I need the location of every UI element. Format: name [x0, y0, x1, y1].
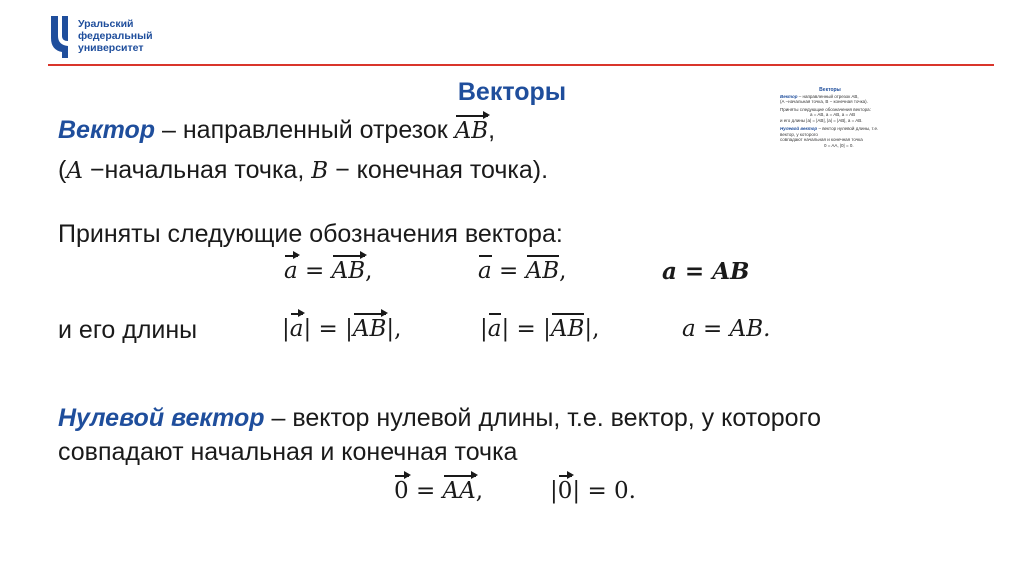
- vector-a: a: [289, 316, 304, 342]
- comma: ,: [475, 478, 484, 504]
- points-description: [58, 156, 548, 185]
- vector-definition: [58, 116, 495, 145]
- logo-line-3: университет: [78, 42, 144, 54]
- zero-vector-definition: [58, 404, 821, 433]
- thumbnail-term: Вектор: [780, 93, 798, 99]
- logo-line-2: федеральный: [78, 30, 153, 42]
- paren-open: (: [58, 156, 67, 184]
- thumbnail-zero-term: Нулевой вектор: [780, 126, 818, 131]
- zero-formula-1: [394, 478, 483, 504]
- bar-ab: AB: [525, 258, 560, 284]
- vector-aa: AA: [442, 478, 476, 504]
- abs-close-zero: | = 0.: [572, 478, 636, 504]
- zero-vector: 0: [557, 478, 573, 504]
- bar-a: a: [478, 258, 492, 284]
- thumbnail-line-6: [780, 126, 880, 137]
- vector-term: Вектор: [58, 116, 156, 144]
- bar-a: a: [487, 316, 502, 342]
- zero-vector-term: Нулевой вектор: [58, 404, 265, 432]
- thumbnail-title: Векторы: [819, 87, 841, 93]
- university-logo: [48, 14, 218, 60]
- thumbnail-line-7: совпадают начальная и конечная точка: [780, 137, 863, 142]
- vector-ab: AB: [331, 258, 366, 284]
- notation-formula-3: [662, 258, 749, 285]
- length-formula-1: [282, 316, 401, 342]
- vector-a: a: [284, 258, 298, 284]
- abs-equals: | = |: [501, 316, 551, 342]
- bar-ab: AB: [550, 316, 585, 342]
- header-divider: [48, 64, 994, 66]
- vector-ab: AB: [454, 118, 489, 144]
- urfu-logo-icon: [48, 14, 76, 58]
- equals-sign: =: [408, 478, 443, 504]
- comma: ,: [365, 258, 373, 284]
- zero-vector-text: – вектор нулевой длины, т.е. вектор, у которого: [264, 404, 822, 432]
- scalar-length: a = AB.: [682, 316, 771, 342]
- logo-text: [78, 18, 153, 54]
- logo-line-1: Уральский: [78, 18, 134, 30]
- start-point-text: −начальная точка,: [82, 156, 312, 184]
- zero-vector-text-2: совпадают начальная и конечная точка: [58, 438, 518, 466]
- notation-formula-2: [478, 258, 566, 284]
- abs-open: |: [282, 316, 290, 342]
- point-b: B: [311, 158, 329, 184]
- length-formula-2: [480, 316, 599, 342]
- abs-close: |,: [386, 316, 402, 342]
- thumbnail-line-5: и его длины |a| = |AB|, |a| = |AB|, a = AB.: [780, 117, 863, 123]
- thumbnail-line-3: Приняты следующие обозначения вектора:: [780, 106, 871, 112]
- abs-equals: | = |: [303, 316, 353, 342]
- zero-formula-2: [550, 478, 636, 504]
- length-label: и его длины: [58, 316, 198, 344]
- abs-close: |,: [584, 316, 600, 342]
- bold-notation: a = AB: [662, 258, 750, 285]
- definition-comma: ,: [488, 116, 496, 144]
- slide-thumbnail: [780, 88, 880, 174]
- notation-formula-1: [284, 258, 372, 284]
- thumbnail-line-1-text: – направленный отрезок AB,: [797, 93, 859, 99]
- thumbnail-line-2: (A −начальная точка, B − конечная точка).: [780, 99, 868, 104]
- point-a: A: [66, 158, 83, 184]
- vector-definition-text: – направленный отрезок: [155, 116, 455, 144]
- length-formula-3: [682, 316, 770, 342]
- comma: ,: [559, 258, 567, 284]
- vector-ab: AB: [352, 316, 387, 342]
- thumbnail-line-6-text: – вектор нулевой длины, т.е. вектор, у которого: [780, 126, 879, 137]
- slide-title: Векторы: [457, 78, 567, 106]
- thumbnail-line-8: 0 = AA, |0| = 0.: [824, 142, 854, 148]
- equals-sign: =: [491, 258, 526, 284]
- end-point-text: − конечная точка).: [328, 156, 549, 184]
- zero-vector: 0: [394, 478, 409, 504]
- abs-open: |: [480, 316, 488, 342]
- equals-sign: =: [297, 258, 332, 284]
- thumbnail-line-4: a = AB, a = AB, a = AB: [810, 112, 856, 117]
- notation-intro: Приняты следующие обозначения вектора:: [58, 220, 563, 248]
- abs-open: |: [550, 478, 558, 504]
